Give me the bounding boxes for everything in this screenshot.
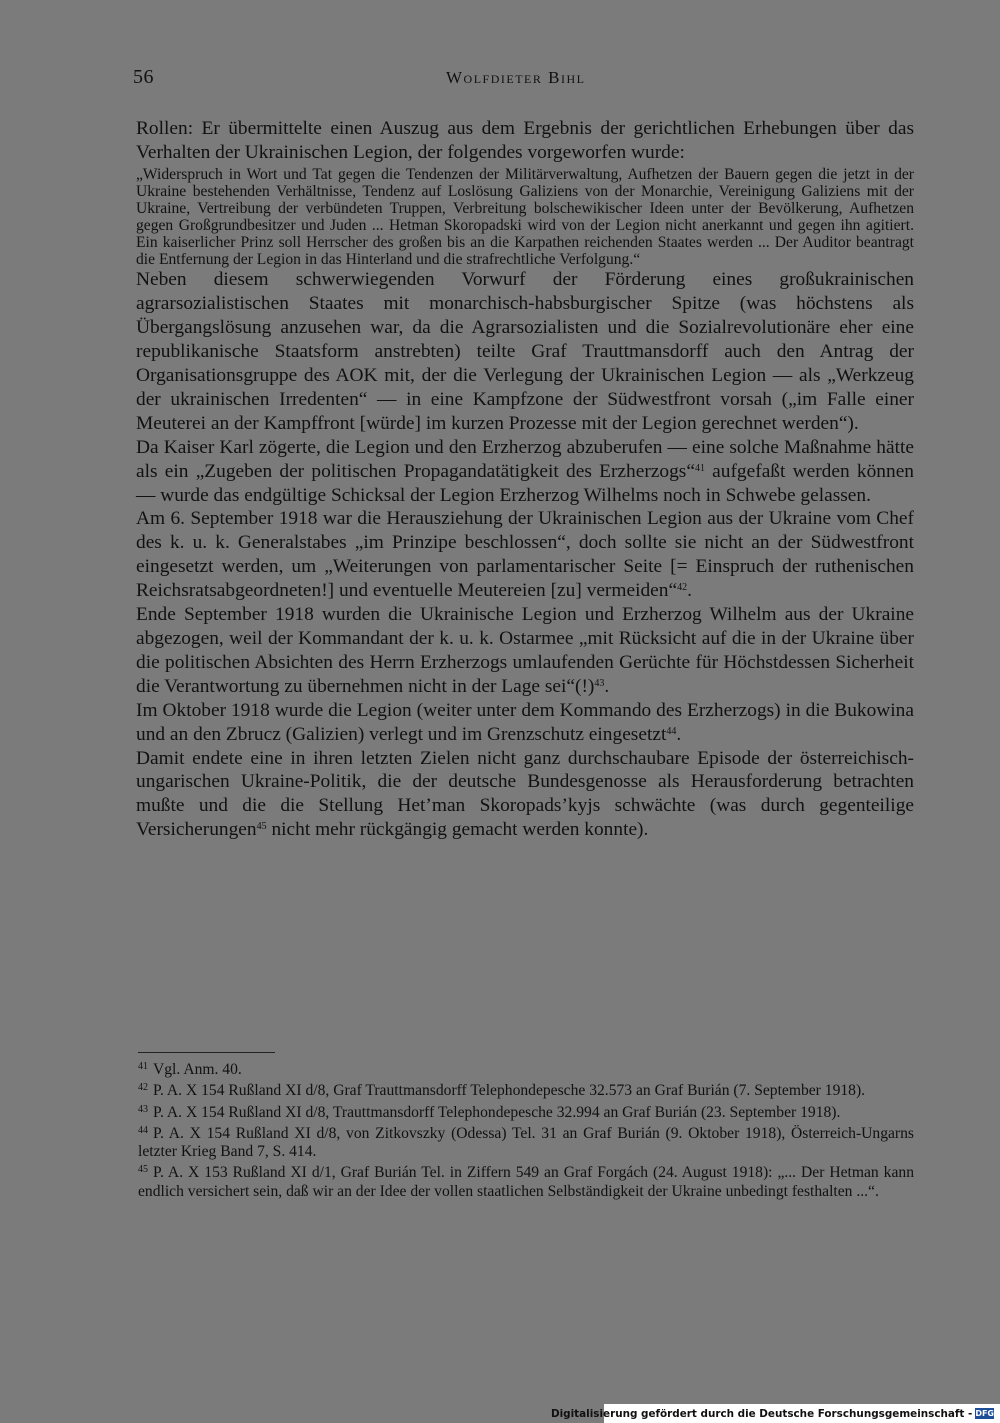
paragraph-7-text-b: nicht mehr rückgängig gemacht werden konnte). [266,819,649,841]
footnote-divider [138,1052,275,1053]
body-text [136,117,914,842]
footnote-41 [138,1058,914,1079]
footnote-number: 42 [138,1082,148,1094]
footnote-ref-41[interactable]: 41 [694,462,705,474]
paragraph-4-text-b: . [687,580,692,602]
paragraph-4-text-a: Am 6. September 1918 war die Herausziehung der Ukrainischen Legion aus der Ukraine vom Chef des k. u. k. Generalstabes „im Prinzipe beschlossen“, doch sollte sie nicht an der Südwestfront eingesetzt werden, um „Weiterungen von parlamentarischer Seite [= Einspruch der ruthenischen Reichsratsabgeordneten!] und eventuelle Meutereien [zu] vermeiden“ [136,508,914,602]
block-quote: „Widerspruch in Wort und Tat gegen die Tendenzen der Militärverwaltung, Aufhetzen der Bauern gegen die jetzt in der Ukraine bestehenden Verhältnisse, Tendenz auf Loslösung Galiziens von der Monarchie, Vereinigung Galiziens mit der Ukraine, Vertreibung der verbündeten Truppen, Verbreitung bolschewikischer Ideen unter der Bevölkerung, Aufhetzen gegen Großgrundbesitzer und Juden ... Hetman Skoropadski wird von der Legion nicht anerkannt und gegen ihn agitiert. Ein kaiserlicher Prinz soll Herrscher des großen bis an die Karpathen reichenden Staates werden ... Der Auditor beantragt die Entfernung der Legion in das Hinterland und die strafrechtliche Verfolgung.“ [136,165,914,269]
footnote-number: 41 [138,1061,148,1072]
paragraph-1: Rollen: Er übermittelte einen Auszug aus dem Ergebnis der gerichtlichen Erhebungen über das Verhalten der Ukrainischen Legion, der folgendes vorgeworfen wurde: [136,118,914,163]
paragraph-7-text-a: Damit endete eine in ihren letzten Zielen nicht ganz durchschaubare Episode der österreichisch-ungarischen Ukraine-Politik, die der deutsche Bundesgenosse als Herausforderung betrachten mußte und die die Stellung Het’man Skoropads’kyjs schwächte (was durch gegenteilige Versicherungen [136,747,914,841]
footnote-number: 45 [138,1164,148,1176]
footnote-ref-44[interactable]: 44 [666,725,677,737]
footnote-ref-42[interactable]: 42 [677,582,688,594]
footnote-text: P. A. X 154 Rußland XI d/8, Graf Trauttmansdorff Telephondepesche 32.573 an Graf Burián (7. September 1918). [153,1082,866,1100]
paragraph-3 [136,436,914,508]
digitization-credit [550,1404,1000,1423]
paragraph-5-text-a: Ende September 1918 wurden die Ukrainische Legion und Erzherzog Wilhelm aus der Ukraine abgezogen, weil der Kommandant der k. u. k. Ostarmee „mit Rücksicht auf die in der Ukraine über die politischen Absichten des Herrn Erzherzogs umlaufenden Gerüchte für Höchstdessen Sicherheit die Verantwortung zu übernehmen nicht in der Lage sei“(!) [136,604,914,697]
footnote-text: Vgl. Anm. 40. [153,1061,242,1078]
footnote-45 [138,1161,914,1201]
footnote-42 [138,1079,914,1100]
paragraph-5-text-b: . [604,675,610,697]
paragraph-6 [136,699,914,747]
footnote-text: P. A. X 154 Rußland XI d/8, Trauttmansdorff Telephondepesche 32.994 an Graf Burián (23. September 1918). [153,1103,841,1121]
paragraph-7 [136,747,914,843]
paragraph-3-text-a: Da Kaiser Karl zögerte, die Legion und den Erzherzog abzuberufen — eine solche Maßnahme hätte als ein „Zugeben der politischen Propagandatätigkeit des Erzherzogs“ [136,436,914,482]
paragraph-3-text-b: aufgefaßt werden können — wurde das endgültige Schicksal der Legion Erzherzog Wilhelms noch in Schwebe gelassen. [136,460,915,506]
footnote-text: P. A. X 153 Rußland XI d/1, Graf Burián Tel. in Ziffern 549 an Graf Forgách (24. August 1918): „... Der Hetman kann endlich versichert sein, daß wir an der Idee der vollen staatlichen Selbständigkeit der Ukraine unbedingt festhalten ...“. [138,1164,914,1200]
footnote-ref-45[interactable]: 45 [256,821,267,833]
footnote-number: 44 [138,1124,148,1136]
paragraph-4 [136,507,914,603]
footnote-44 [138,1122,914,1162]
footnotes [138,1058,914,1201]
paragraph-2: Neben diesem schwerwiegenden Vorwurf der Förderung eines großukrainischen agrarsozialistischen Staates mit monarchisch-habsburgischer Spitze (was höchstens als Übergangslösung anzusehen war, da die Agrarsozialisten und die Sozialrevolutionäre eher eine republikanische Staatsform anstrebten) teilte Graf Trauttmansdorff auch den Antrag der Organisationsgruppe des AOK mit, der die Verlegung der Ukrainischen Legion — als „Werkzeug der ukrainischen Irredenten“ — in eine Kampfzone der Südwestfront vorsah („im Falle einer Meuterei an der Kampffront [würde] im kurzen Prozesse mit der Legion gerechnet werden“). [136,269,914,434]
credit-text: Digitalisierung gefördert durch die Deutsche Forschungsgemeinschaft - [550,1407,973,1420]
paragraph-6-text-b: . [676,723,682,745]
paragraph-5 [136,603,914,699]
footnote-43 [138,1101,914,1122]
footnote-number: 43 [138,1103,148,1115]
running-head: Wolfdieter Bihl [446,68,586,87]
paragraph-6-text-a: Im Oktober 1918 wurde die Legion (weiter unter dem Kommando des Erzherzogs) in die Bukowina und an den Zbrucz (Galizien) verlegt und im Grenzschutz eingesetzt [136,699,914,745]
footnote-text: P. A. X 154 Rußland XI d/8, von Zitkovszky (Odessa) Tel. 31 an Graf Burián (9. Oktober 1918), Österreich-Ungarns letzter Krieg Band 7, S. 414. [138,1124,914,1161]
page-number: 56 [133,66,154,88]
footnote-ref-43[interactable]: 43 [594,677,605,689]
dfg-logo-icon: DFG [975,1409,994,1418]
